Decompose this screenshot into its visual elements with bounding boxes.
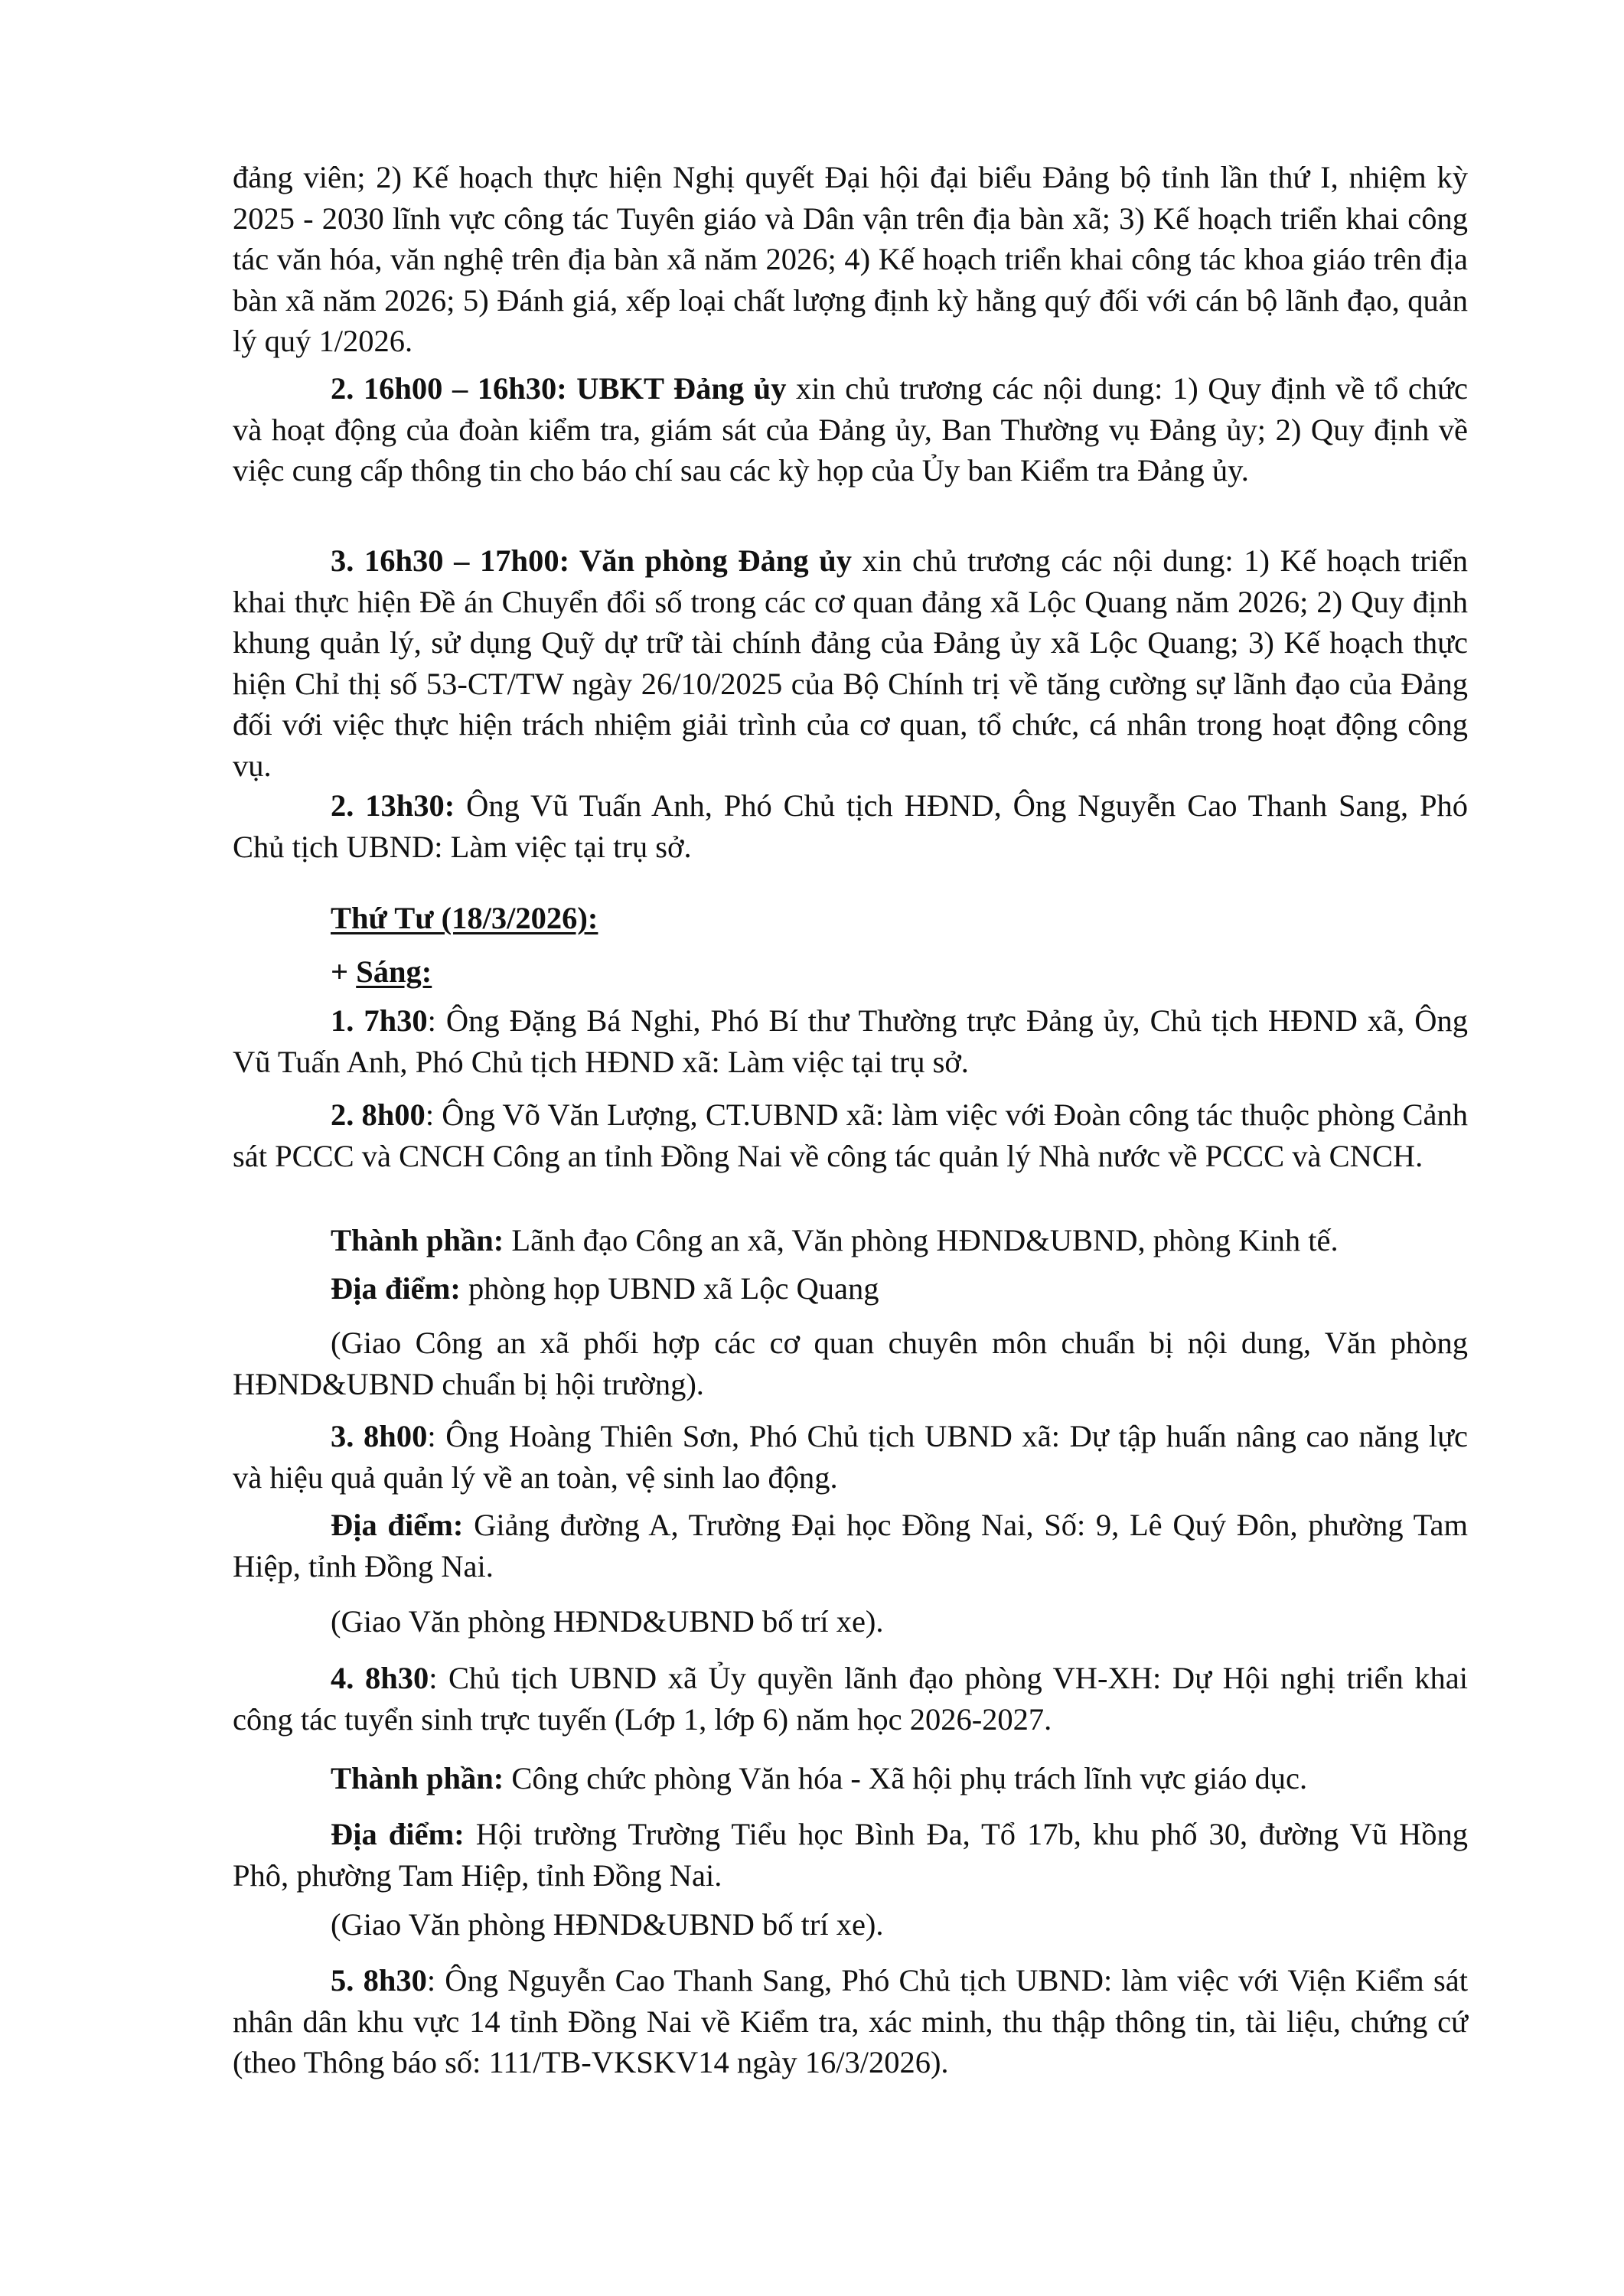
morning-item-3 [233,1416,1468,1498]
agenda-item-label: 2. 13h30: [331,788,455,823]
agenda-item-text: xin chủ trương các nội dung: 1) Kế hoạch triển khai thực hiện Đề án Chuyển đổi số trong các cơ quan đảng xã Lộc Quang năm 2026; 2) Quy định khung quản lý, sử dụng Quỹ dự trữ tài chính đảng của Đảng ủy xã Lộc Quang; 3) Kế hoạch thực hiện Chỉ thị số 53-CT/TW ngày 26/10/2025 của Bộ Chính trị về tăng cường sự lãnh đạo của Đảng đối với việc thực hiện trách nhiệm giải trình của cơ quan, tổ chức, cá nhân trong hoạt động công vụ. [233,543,1468,783]
agenda-item-text: : Chủ tịch UBND xã Ủy quyền lãnh đạo phòng VH-XH: Dự Hội nghị triển khai công tác tuyển sinh trực tuyến (Lớp 1, lớp 6) năm học 2026-2027. [233,1661,1468,1737]
location-label: Địa điểm: [331,1817,465,1851]
agenda-item-text: : Ông Hoàng Thiên Sơn, Phó Chủ tịch UBND xã: Dự tập huấn nâng cao năng lực và hiệu quả quản lý về an toàn, vệ sinh lao động. [233,1419,1469,1495]
agenda-item-label: 1. 7h30 [331,1003,428,1038]
morning-item-2-participants [233,1220,1468,1261]
morning-item-2-location [233,1268,1468,1309]
agenda-item-ubkt [233,368,1468,491]
day-heading-text: Thứ Tư (18/3/2026): [331,901,598,935]
participants-label: Thành phần: [331,1761,504,1795]
morning-item-3-location [233,1505,1468,1587]
morning-item-3-note: (Giao Văn phòng HĐND&UBND bố trí xe). [331,1604,884,1639]
intro-continuation-paragraph: đảng viên; 2) Kế hoạch thực hiện Nghị quyết Đại hội đại biểu Đảng bộ tỉnh lần thứ I, nhiệm kỳ 2025 - 2030 lĩnh vực công tác Tuyên giáo và Dân vận trên địa bàn xã; 3) Kế hoạch triển khai công tác văn hóa, văn nghệ trên địa bàn xã năm 2026; 4) Kế hoạch triển khai công tác khoa giáo trên địa bàn xã năm 2026; 5) Đánh giá, xếp loại chất lượng định kỳ hằng quý đối với cán bộ lãnh đạo, quản lý quý 1/2026. [233,160,1468,358]
agenda-item-text: : Ông Võ Văn Lượng, CT.UBND xã: làm việc với Đoàn công tác thuộc phòng Cảnh sát PCCC và CNCH Công an tỉnh Đồng Nai về công tác quản lý Nhà nước về PCCC và CNCH. [233,1097,1468,1173]
morning-item-4-participants [233,1758,1468,1799]
agenda-item-label: 5. 8h30 [331,1963,427,1998]
morning-item-4-location [233,1814,1468,1896]
agenda-item-text: : Ông Đặng Bá Nghi, Phó Bí thư Thường trực Đảng ủy, Chủ tịch HĐND xã, Ông Vũ Tuấn Anh, Phó Chủ tịch HĐND xã: Làm việc tại trụ sở. [233,1003,1468,1079]
agenda-item-label: 2. 8h00 [331,1097,426,1132]
participants-text: Công chức phòng Văn hóa - Xã hội phụ trách lĩnh vực giáo dục. [504,1761,1308,1795]
morning-item-4-note: (Giao Văn phòng HĐND&UBND bố trí xe). [331,1907,884,1942]
day-heading [233,898,1468,939]
agenda-item-text: : Ông Nguyễn Cao Thanh Sang, Phó Chủ tịch UBND: làm việc với Viện Kiểm sát nhân dân khu vực 14 tỉnh Đồng Nai về Kiểm tra, xác minh, thu thập thông tin, tài liệu, chứng cứ (theo Thông báo số: 111/TB-VKSKV14 ngày 16/3/2026). [233,1963,1468,2079]
agenda-item-van-phong [233,540,1468,786]
location-label: Địa điểm: [331,1508,464,1542]
agenda-item-label: 3. 8h00 [331,1419,428,1453]
agenda-item-13h30 [233,785,1468,867]
morning-item-1 [233,1000,1468,1082]
location-label: Địa điểm: [331,1271,461,1306]
agenda-item-label: 3. 16h30 – 17h00: Văn phòng Đảng ủy [331,543,853,578]
session-heading [233,951,1468,993]
agenda-item-text: xin chủ trương các nội dung: 1) Quy định về tổ chức và hoạt động của đoàn kiểm tra, giám sát của Đảng ủy, Ban Thường vụ Đảng ủy; 2) Quy định về việc cung cấp thông tin cho báo chí sau các kỳ họp của Ủy ban Kiểm tra Đảng ủy. [233,371,1468,488]
session-prefix: + [331,954,357,989]
agenda-item-text: Ông Vũ Tuấn Anh, Phó Chủ tịch HĐND, Ông Nguyễn Cao Thanh Sang, Phó Chủ tịch UBND: Làm việc tại trụ sở. [233,788,1468,864]
morning-item-4 [233,1658,1468,1740]
morning-item-2 [233,1094,1468,1176]
participants-label: Thành phần: [331,1223,504,1257]
location-text: Giảng đường A, Trường Đại học Đồng Nai, Số: 9, Lê Quý Đôn, phường Tam Hiệp, tỉnh Đồng Nai. [233,1508,1468,1583]
session-label: Sáng: [356,954,432,989]
morning-item-2-note: (Giao Công an xã phối hợp các cơ quan chuyên môn chuẩn bị nội dung, Văn phòng HĐND&UBND chuẩn bị hội trường). [233,1326,1468,1401]
participants-text: Lãnh đạo Công an xã, Văn phòng HĐND&UBND, phòng Kinh tế. [504,1223,1339,1257]
location-text: phòng họp UBND xã Lộc Quang [460,1271,879,1306]
morning-item-5 [233,1960,1468,2083]
location-text: Hội trường Trường Tiểu học Bình Đa, Tổ 17b, khu phố 30, đường Vũ Hồng Phô, phường Tam Hiệp, tỉnh Đồng Nai. [233,1817,1468,1893]
agenda-item-label: 4. 8h30 [331,1661,429,1695]
agenda-item-label: 2. 16h00 – 16h30: UBKT Đảng ủy [331,371,787,406]
